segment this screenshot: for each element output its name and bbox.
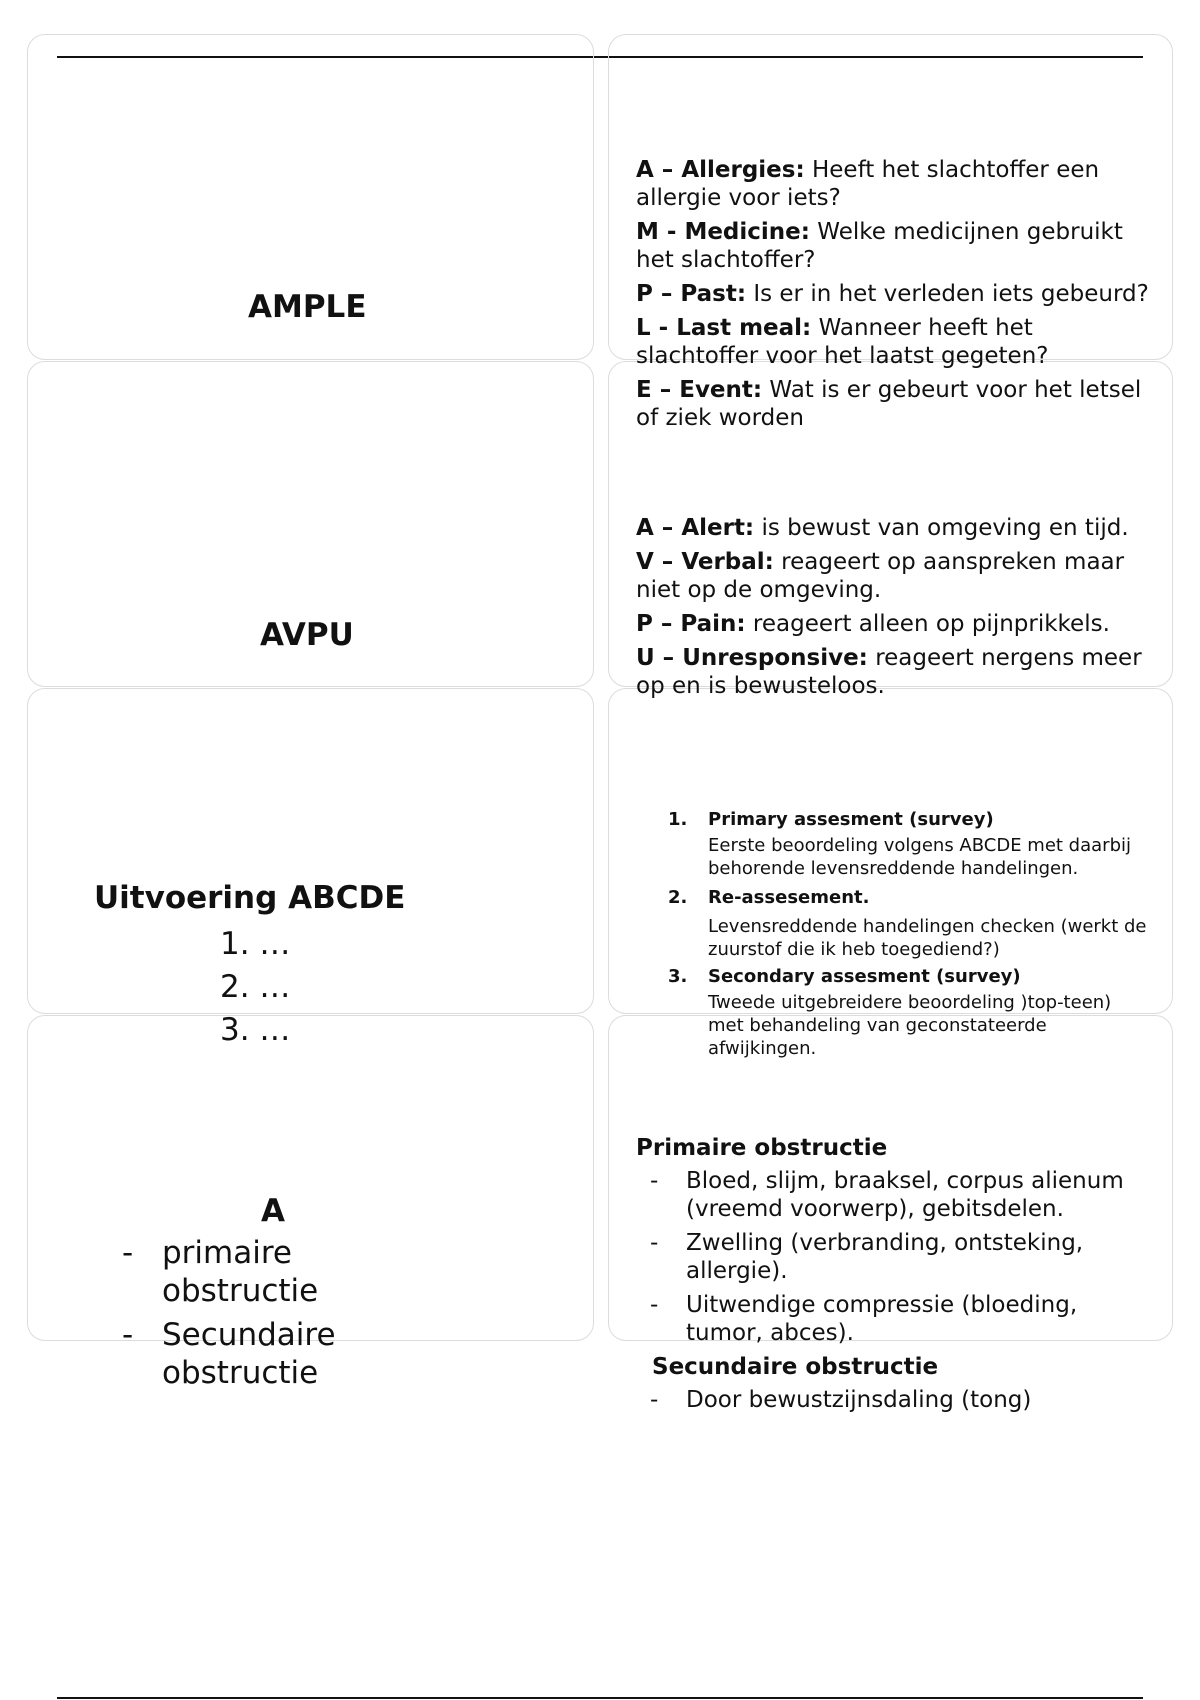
avpu-item: V – Verbal: reageert op aanspreken maar niet op de omgeving.: [636, 549, 1125, 603]
ample-item: E – Event: Wat is er gebeurt voor het letsel of ziek worden: [636, 377, 1142, 431]
primary-obstruction-item: - Bloed, slijm, braaksel, corpus alienum (vreemd voorwerp), gebitsdelen.: [650, 1168, 1124, 1222]
step-description: Tweede uitgebreidere beoordeling )top-teen) met behandeling van geconstateerde afwijkingen.: [708, 992, 1112, 1059]
abcde-sub-list: [220, 923, 290, 1052]
card-front-abcde: [27, 688, 594, 1014]
secondary-obstruction-heading: Secundaire obstructie: [652, 1354, 939, 1380]
primary-obstruction-item: - Uitwendige compressie (bloeding, tumor, abces).: [650, 1292, 1078, 1346]
avpu-definition: [636, 514, 1156, 706]
ample-definition: [636, 156, 1156, 438]
term-a: A: [261, 1193, 285, 1229]
step-number: 3.: [668, 966, 688, 987]
abcde-sub-item: 2. …: [220, 969, 291, 1005]
abcde-step: [668, 965, 1148, 1060]
secondary-obstruction-item: - Door bewustzijnsdaling (tong): [650, 1387, 1032, 1413]
abcde-sub-item: 3. …: [220, 1012, 291, 1048]
airway-definition: [636, 1134, 1156, 1420]
step-title: Primary assesment (survey): [708, 809, 994, 830]
a-term-item: - primaire obstructie: [122, 1235, 319, 1309]
ample-item: M - Medicine: Welke medicijnen gebruikt het slachtoffer?: [636, 219, 1123, 273]
bottom-rule: [57, 1697, 1143, 1699]
abcde-definition: [668, 808, 1148, 1060]
ample-item: A – Allergies: Heeft het slachtoffer een allergie voor iets?: [636, 157, 1100, 211]
primary-obstruction-item: - Zwelling (verbranding, ontsteking, allergie).: [650, 1230, 1084, 1284]
step-title: Secondary assesment (survey): [708, 966, 1021, 987]
avpu-item: A – Alert: is bewust van omgeving en tijd.: [636, 515, 1129, 541]
abcde-step: [668, 808, 1148, 880]
primary-obstruction-list: [636, 1167, 1156, 1347]
ample-item: P – Past: Is er in het verleden iets gebeurd?: [636, 281, 1149, 307]
step-description: Levensreddende handelingen checken (werkt de zuurstof die ik heb toegediend?): [708, 916, 1147, 960]
secondary-obstruction-list: [636, 1386, 1156, 1414]
step-title: Re-assesement.: [708, 887, 870, 908]
primary-obstruction-heading: Primaire obstructie: [636, 1135, 888, 1161]
abcde-step: [668, 886, 1148, 961]
avpu-item: U – Unresponsive: reageert nergens meer op en is bewusteloos.: [636, 645, 1142, 699]
term-ample: AMPLE: [248, 289, 367, 325]
a-term-item: - Secundaire obstructie: [122, 1317, 336, 1391]
abcde-sub-item: 1. …: [220, 926, 291, 962]
term-uitvoering-abcde: Uitvoering ABCDE: [94, 880, 406, 916]
avpu-item: P – Pain: reageert alleen op pijnprikkels.: [636, 611, 1110, 637]
term-avpu: AVPU: [260, 617, 354, 653]
step-number: 2.: [668, 887, 688, 908]
a-term-list: [122, 1234, 452, 1398]
ample-item: L - Last meal: Wanneer heeft het slachtoffer voor het laatst gegeten?: [636, 315, 1049, 369]
step-number: 1.: [668, 809, 688, 830]
step-description: Eerste beoordeling volgens ABCDE met daarbij behorende levensreddende handelingen.: [708, 835, 1131, 879]
